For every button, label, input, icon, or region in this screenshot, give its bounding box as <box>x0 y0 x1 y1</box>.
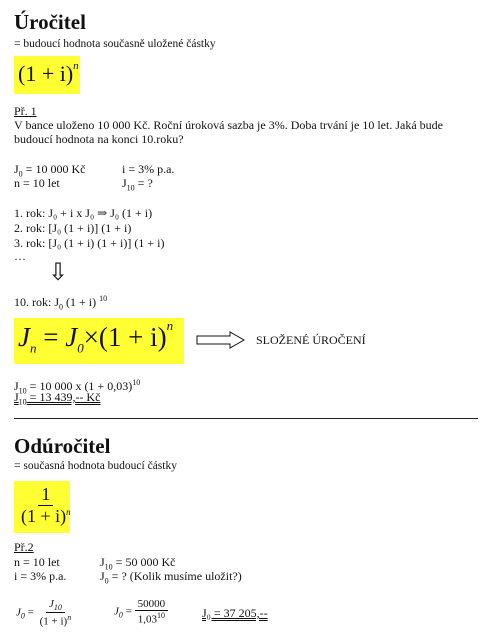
calculation-result: $J_{10} = 13$ 439,-- Kč <box>14 390 101 407</box>
given-i: i = 3% p.a. <box>122 162 175 176</box>
down-arrow-icon: ⇩ <box>48 258 69 286</box>
present-value-numeric: $J_0$ = $\frac{50000}{1,03^{10}}$ <box>114 598 168 626</box>
calculation-line1: $J_{10} = 10$ 000 x $(1 + 0,03)^{10}$ <box>14 378 141 396</box>
example1-text-line1: V bance uloženo 10 000 Kč. Roční úroková sazba je 3%. Doba trvání je 10 let. Jaká bude <box>14 118 443 132</box>
step-1: 1. rok: J₀ + i x J₀ ⇒ J₀ (1 + i) <box>14 206 153 220</box>
present-value-result: J₀ = 37 205,-- <box>202 606 268 620</box>
given2-j10: $J_{10} = 50$ 000 Kč <box>100 555 176 572</box>
compound-interest-label: SLOŽENÉ ÚROČENÍ <box>256 333 366 347</box>
right-arrow-icon <box>196 331 246 349</box>
present-value-formula: $J_0$ = $\frac{J_{10}}{(1 + i)^n}$ <box>16 598 72 628</box>
example1-text-line2: budoucí hodnota na konci 10.roku? <box>14 132 184 146</box>
formula-exponent: n <box>73 59 79 72</box>
step-2: 2. rok: [J₀ (1 + i)] (1 + i) <box>14 221 132 235</box>
section1-subtitle: = budoucí hodnota současně uložené částky <box>14 38 216 50</box>
section2-subtitle: = současná hodnota budoucí částky <box>14 460 177 472</box>
example1-label: Př. 1 <box>14 104 37 118</box>
formula-base: (1 + i) <box>18 61 74 86</box>
section1-title: Úročitel <box>14 10 86 34</box>
discount-factor-denominator: (1 + i) <box>21 506 67 526</box>
given-j10: $J_{10}$ = ? <box>122 176 153 193</box>
step-ellipsis: … <box>14 249 26 263</box>
given-j0: $J_0 = 10$ 000 Kč <box>14 162 86 179</box>
given-n: n = 10 let <box>14 176 60 190</box>
discount-factor-numerator: 1 <box>38 484 53 506</box>
compounding-factor-formula <box>18 61 79 87</box>
compound-interest-formula: $J_n = J_0\times(1 + i)^n$ <box>18 318 174 356</box>
discount-factor-formula: $\frac{1}{(1 + i)^n}$ <box>21 484 71 526</box>
section-divider <box>14 418 478 419</box>
section2-title: Odúročitel <box>14 434 111 458</box>
given2-i: i = 3% p.a. <box>14 569 67 583</box>
example2-label: Př.2 <box>14 540 34 554</box>
given2-j0: $J_0$ = ? (Kolik musíme uložit?) <box>100 569 242 586</box>
step-3: 3. rok: [J₀ (1 + i) (1 + i)] (1 + i) <box>14 236 165 250</box>
step-10: 10. rok: $J_0$ (1 + i) $^{10}$ <box>14 294 108 312</box>
given2-n: n = 10 let <box>14 555 60 569</box>
